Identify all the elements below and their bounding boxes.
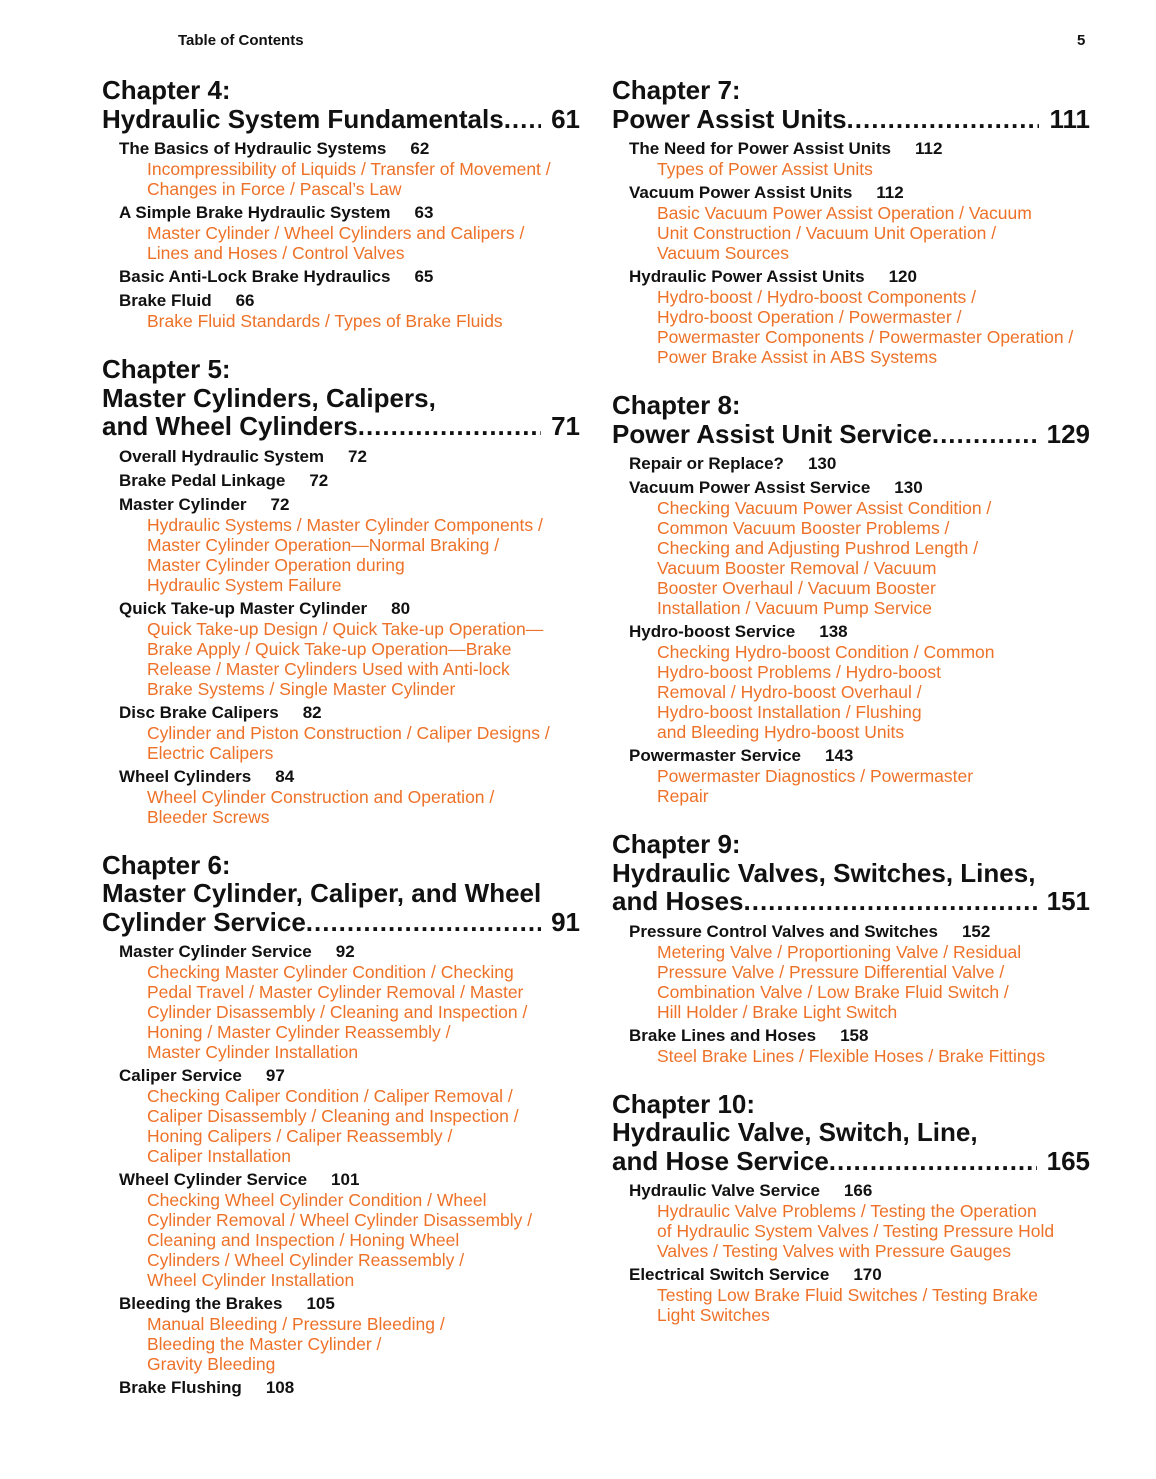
topic-line: Brake Systems / Single Master Cylinder (147, 678, 456, 699)
topic-line: Caliper Disassembly / Cleaning and Inspection / (147, 1106, 519, 1126)
section-title: Brake Fluid (119, 291, 212, 310)
topic-list (119, 723, 580, 763)
topic-line: Hill Holder / Brake Light Switch (657, 1001, 898, 1022)
toc-chapter (612, 1090, 1090, 1326)
toc-section (119, 703, 580, 763)
topic-line: Metering Valve / Proportioning Valve / Residual (657, 941, 1022, 962)
topic-list (629, 1285, 1090, 1325)
section-entry[interactable] (119, 471, 580, 491)
section-entry[interactable] (119, 447, 580, 467)
section-entry[interactable] (629, 139, 1090, 159)
topic-line: Master Cylinder Installation (147, 1042, 359, 1062)
chapter-title-entry[interactable] (102, 105, 580, 134)
chapter-title-entry[interactable] (612, 1147, 1090, 1176)
section-title: Wheel Cylinder Service (119, 1170, 308, 1189)
toc-section (119, 447, 580, 467)
topic-line: Powermaster Components / Powermaster Operation / (657, 327, 1074, 347)
dot-leader (847, 105, 1040, 134)
topic-list (629, 942, 1090, 1022)
section-page-number: 166 (843, 1181, 873, 1200)
section-entry[interactable] (119, 267, 580, 287)
topic-line: Caliper Installation (147, 1146, 291, 1166)
topic-list (629, 203, 1090, 263)
toc-section (629, 267, 1090, 367)
chapter-page-number: 71 (551, 411, 580, 441)
chapter-title: Hydraulic System Fundamentals (102, 103, 504, 134)
topic-list (629, 642, 1090, 742)
toc-section (119, 471, 580, 491)
chapter-heading-line: Hydraulic Valve, Switch, Line, (612, 1117, 978, 1147)
toc-section (119, 599, 580, 699)
toc-section (119, 139, 580, 199)
topic-line: Pedal Travel / Master Cylinder Removal / Master (147, 982, 524, 1002)
toc-section (119, 1170, 580, 1290)
section-page-number: 101 (331, 1170, 360, 1189)
section-page-number: 170 (853, 1265, 882, 1284)
topic-line: Bleeder Screws (147, 806, 270, 827)
topic-line: Common Vacuum Booster Problems / (657, 518, 950, 538)
chapter-title: and Hoses (612, 886, 744, 916)
section-page-number: 65 (414, 267, 434, 286)
topic-line: Removal / Hydro-boost Overhaul / (657, 682, 922, 702)
section-title: Brake Pedal Linkage (119, 470, 286, 490)
topic-line: Installation / Vacuum Pump Service (657, 598, 932, 618)
dot-leader (306, 908, 541, 937)
topic-line: Lines and Hoses / Control Valves (147, 243, 405, 263)
chapter-title: and Wheel Cylinders (102, 411, 358, 441)
toc-section (629, 1026, 1090, 1066)
section-entry[interactable] (629, 1181, 1090, 1201)
section-list (612, 454, 1090, 806)
topic-list (119, 787, 580, 827)
section-page-number: 97 (265, 1066, 285, 1085)
topic-line: Pressure Valve / Pressure Differential Valve / (657, 961, 1005, 982)
section-title: Master Cylinder (119, 494, 247, 514)
topic-list (629, 287, 1090, 367)
toc-section (629, 478, 1090, 618)
section-title: Brake Lines and Hoses (629, 1025, 817, 1045)
section-page-number: 130 (807, 454, 837, 473)
section-title: Brake Flushing (119, 1378, 242, 1397)
section-entry[interactable] (119, 703, 580, 723)
section-title: Caliper Service (119, 1066, 242, 1085)
section-page-number: 72 (270, 494, 290, 514)
toc-section (119, 291, 580, 331)
topic-list (119, 223, 580, 263)
section-entry[interactable] (119, 1066, 580, 1086)
topic-line: Wheel Cylinder Construction and Operation / (147, 786, 495, 807)
chapter-heading-line: Master Cylinder, Caliper, and Wheel (102, 878, 542, 908)
section-list (102, 447, 580, 827)
section-title: The Need for Power Assist Units (629, 139, 891, 158)
section-entry[interactable] (119, 495, 580, 515)
topic-line: Cylinder and Piston Construction / Caliper Designs / (147, 722, 550, 743)
topic-line: Checking Caliper Condition / Caliper Removal / (147, 1086, 513, 1106)
section-entry[interactable] (119, 1378, 580, 1398)
topic-line: Combination Valve / Low Brake Fluid Switch / (657, 981, 1009, 1002)
toc-chapter (612, 391, 1090, 806)
topic-line: Bleeding the Master Cylinder / (147, 1334, 382, 1354)
chapter-heading-line: Chapter 6: (102, 849, 231, 880)
toc-section (629, 746, 1090, 806)
toc-section (629, 454, 1090, 474)
topic-line: Hydro-boost / Hydro-boost Components / (657, 287, 977, 307)
chapter-heading-line: Chapter 10: (612, 1088, 756, 1119)
section-page-number: 72 (348, 446, 367, 466)
section-entry[interactable] (629, 746, 1090, 766)
dot-leader (504, 105, 541, 134)
topic-line: of Hydraulic System Valves / Testing Pressure Hold (657, 1221, 1055, 1241)
chapter-title: Cylinder Service (102, 906, 306, 937)
section-title: Hydraulic Valve Service (629, 1181, 820, 1200)
section-entry[interactable] (629, 1265, 1090, 1285)
topic-line: Cylinders / Wheel Cylinder Reassembly / (147, 1250, 465, 1270)
topic-line: Electric Calipers (147, 742, 274, 763)
section-page-number: 130 (894, 478, 923, 497)
toc-section (629, 183, 1090, 263)
toc-chapter (612, 830, 1090, 1066)
topic-line: Checking Vacuum Power Assist Condition / (657, 498, 992, 518)
chapter-title-entry[interactable] (612, 105, 1090, 134)
section-page-number: 63 (414, 203, 434, 222)
section-title: Hydraulic Power Assist Units (629, 267, 865, 286)
section-entry[interactable] (119, 291, 580, 311)
dot-leader (829, 1147, 1037, 1176)
section-title: Disc Brake Calipers (119, 702, 279, 722)
section-page-number: 158 (840, 1025, 869, 1045)
toc-section (629, 1181, 1090, 1261)
topic-line: Types of Power Assist Units (657, 159, 873, 179)
topic-line: Gravity Bleeding (147, 1354, 276, 1374)
section-entry[interactable] (119, 1294, 580, 1314)
section-page-number: 152 (961, 921, 991, 941)
topic-line: Brake Fluid Standards / Types of Brake Fluids (147, 311, 503, 331)
section-title: Bleeding the Brakes (119, 1294, 283, 1313)
topic-line: and Bleeding Hydro-boost Units (657, 722, 905, 742)
chapter-heading-line: Chapter 4: (102, 75, 231, 105)
section-page-number: 72 (309, 470, 329, 490)
topic-line: Checking Wheel Cylinder Condition / Wheel (147, 1190, 487, 1210)
topic-line: Release / Master Cylinders Used with Anti-lock (147, 658, 510, 679)
topic-list (629, 159, 1090, 179)
toc-right-column (612, 76, 1090, 1349)
topic-line: Wheel Cylinder Installation (147, 1270, 355, 1290)
topic-line: Testing Low Brake Fluid Switches / Testing Brake (657, 1285, 1038, 1305)
section-entry[interactable] (119, 203, 580, 223)
toc-section (629, 922, 1090, 1022)
chapter-title-entry[interactable] (612, 420, 1090, 449)
topic-list (629, 1201, 1090, 1261)
chapter-page-number: 91 (551, 906, 580, 937)
section-title: Overall Hydraulic System (119, 446, 325, 466)
topic-line: Checking and Adjusting Pushrod Length / (657, 538, 979, 558)
section-title: Quick Take-up Master Cylinder (119, 598, 368, 618)
topic-list (119, 311, 580, 331)
section-page-number: 105 (306, 1294, 335, 1313)
section-entry[interactable] (119, 767, 580, 787)
section-entry[interactable] (629, 183, 1090, 203)
topic-list (119, 1314, 580, 1374)
topic-line: Manual Bleeding / Pressure Bleeding / (147, 1314, 445, 1334)
chapter-heading-line: Master Cylinders, Calipers, (102, 382, 436, 413)
topic-line: Hydraulic System Failure (147, 574, 342, 595)
section-entry[interactable] (119, 942, 580, 962)
section-list (612, 922, 1090, 1066)
section-page-number: 138 (819, 622, 848, 641)
section-entry[interactable] (119, 139, 580, 159)
toc-section (119, 495, 580, 595)
topic-line: Checking Master Cylinder Condition / Checking (147, 962, 514, 982)
topic-list (119, 515, 580, 595)
topic-line: Hydro-boost Problems / Hydro-boost (657, 662, 941, 682)
chapter-page-number: 165 (1046, 1145, 1090, 1176)
toc-chapter (102, 355, 580, 827)
chapter-page-number: 61 (551, 103, 580, 134)
section-page-number: 112 (876, 183, 904, 202)
section-entry[interactable] (629, 267, 1090, 287)
topic-list (119, 1086, 580, 1166)
section-title: Basic Anti-Lock Brake Hydraulics (119, 267, 391, 286)
toc-chapter (612, 76, 1090, 367)
topic-line: Honing / Master Cylinder Reassembly / (147, 1022, 451, 1042)
section-title: Electrical Switch Service (629, 1265, 830, 1284)
section-entry[interactable] (629, 1026, 1090, 1046)
dot-leader (744, 887, 1037, 916)
running-head: Table of Contents (178, 32, 304, 49)
chapter-page-number: 129 (1046, 418, 1090, 449)
section-page-number: 120 (888, 267, 917, 286)
page-number: 5 (1077, 32, 1086, 49)
chapter-title: Power Assist Unit Service (612, 418, 932, 449)
section-list (102, 139, 580, 331)
section-page-number: 108 (265, 1378, 295, 1397)
section-entry[interactable] (119, 599, 580, 619)
topic-list (629, 1046, 1090, 1066)
topic-line: Changes in Force / Pascal’s Law (147, 179, 402, 199)
topic-list (629, 498, 1090, 618)
topic-line: Quick Take-up Design / Quick Take-up Operation— (147, 618, 544, 639)
topic-line: Basic Vacuum Power Assist Operation / Vacuum (657, 203, 1032, 223)
topic-list (119, 619, 580, 699)
section-title: Master Cylinder Service (119, 942, 312, 961)
topic-line: Master Cylinder / Wheel Cylinders and Calipers / (147, 223, 525, 243)
chapter-heading-line: Chapter 7: (612, 75, 741, 105)
chapter-heading-line: Hydraulic Valves, Switches, Lines, (612, 857, 1036, 888)
topic-line: Hydraulic Systems / Master Cylinder Components / (147, 514, 543, 535)
toc-section (629, 139, 1090, 179)
chapter-heading-line: Chapter 8: (612, 390, 741, 420)
section-title: Wheel Cylinders (119, 766, 252, 786)
section-page-number: 80 (391, 598, 411, 618)
toc-section (119, 203, 580, 263)
chapter-page-number: 151 (1046, 886, 1090, 916)
topic-line: Steel Brake Lines / Flexible Hoses / Brake Fittings (657, 1045, 1046, 1066)
section-page-number: 143 (825, 746, 854, 765)
section-page-number: 82 (302, 702, 322, 722)
section-page-number: 66 (235, 291, 255, 310)
toc-section (629, 1265, 1090, 1325)
topic-list (119, 962, 580, 1062)
toc-chapter (102, 851, 580, 1399)
topic-line: Master Cylinder Operation during (147, 554, 405, 575)
section-list (612, 139, 1090, 367)
section-title: A Simple Brake Hydraulic System (119, 203, 391, 222)
section-entry[interactable] (629, 478, 1090, 498)
topic-line: Cylinder Disassembly / Cleaning and Inspection / (147, 1002, 528, 1022)
section-entry[interactable] (629, 454, 1090, 474)
topic-line: Unit Construction / Vacuum Unit Operation / (657, 223, 997, 243)
section-entry[interactable] (629, 922, 1090, 942)
toc-section (119, 1378, 580, 1398)
section-title: Pressure Control Valves and Switches (629, 921, 938, 941)
toc-chapter (102, 76, 580, 331)
section-entry[interactable] (629, 622, 1090, 642)
topic-line: Incompressibility of Liquids / Transfer of Movement / (147, 159, 551, 179)
section-entry[interactable] (119, 1170, 580, 1190)
chapter-page-number: 111 (1049, 103, 1090, 134)
chapter-heading-line: Chapter 9: (612, 829, 741, 859)
toc-section (119, 1066, 580, 1166)
toc-section (119, 1294, 580, 1374)
topic-line: Powermaster Diagnostics / Powermaster (657, 766, 974, 786)
topic-list (629, 766, 1090, 806)
topic-line: Valves / Testing Valves with Pressure Gauges (657, 1241, 1012, 1261)
section-title: Hydro-boost Service (629, 622, 796, 641)
section-title: Powermaster Service (629, 746, 801, 765)
chapter-title: Power Assist Units (612, 103, 847, 134)
topic-line: Honing Calipers / Caliper Reassembly / (147, 1126, 453, 1146)
section-page-number: 84 (275, 766, 295, 786)
toc-section (119, 267, 580, 287)
topic-line: Vacuum Sources (657, 243, 789, 263)
topic-line: Hydro-boost Installation / Flushing (657, 702, 922, 722)
section-page-number: 62 (410, 139, 430, 158)
chapter-heading-line: Chapter 5: (102, 354, 231, 384)
section-list (102, 942, 580, 1398)
topic-line: Hydraulic Valve Problems / Testing the Operation (657, 1201, 1037, 1221)
section-title: Vacuum Power Assist Service (629, 478, 871, 497)
section-title: The Basics of Hydraulic Systems (119, 139, 387, 158)
chapter-title: and Hose Service (612, 1145, 829, 1176)
topic-list (119, 1190, 580, 1290)
dot-leader (932, 420, 1037, 449)
chapter-title-entry[interactable] (102, 412, 580, 441)
topic-line: Vacuum Booster Removal / Vacuum (657, 558, 937, 578)
topic-line: Cylinder Removal / Wheel Cylinder Disassembly / (147, 1210, 533, 1230)
topic-line: Booster Overhaul / Vacuum Booster (657, 578, 936, 598)
toc-left-column (102, 76, 580, 1422)
topic-line: Master Cylinder Operation—Normal Braking / (147, 534, 500, 555)
topic-line: Brake Apply / Quick Take-up Operation—Brake (147, 638, 512, 659)
section-page-number: 112 (914, 139, 943, 158)
toc-section (119, 942, 580, 1062)
dot-leader (358, 412, 541, 441)
chapter-title-entry[interactable] (612, 887, 1090, 916)
topic-list (119, 159, 580, 199)
topic-line: Light Switches (657, 1305, 770, 1325)
section-list (612, 1181, 1090, 1325)
chapter-title-entry[interactable] (102, 908, 580, 937)
topic-line: Checking Hydro-boost Condition / Common (657, 642, 995, 662)
topic-line: Repair (657, 786, 709, 806)
section-page-number: 92 (335, 942, 355, 961)
topic-line: Cleaning and Inspection / Honing Wheel (147, 1230, 460, 1250)
topic-line: Power Brake Assist in ABS Systems (657, 347, 938, 367)
toc-section (119, 767, 580, 827)
topic-line: Hydro-boost Operation / Powermaster / (657, 307, 962, 327)
section-title: Repair or Replace? (629, 454, 784, 473)
toc-section (629, 622, 1090, 742)
section-title: Vacuum Power Assist Units (629, 183, 853, 202)
